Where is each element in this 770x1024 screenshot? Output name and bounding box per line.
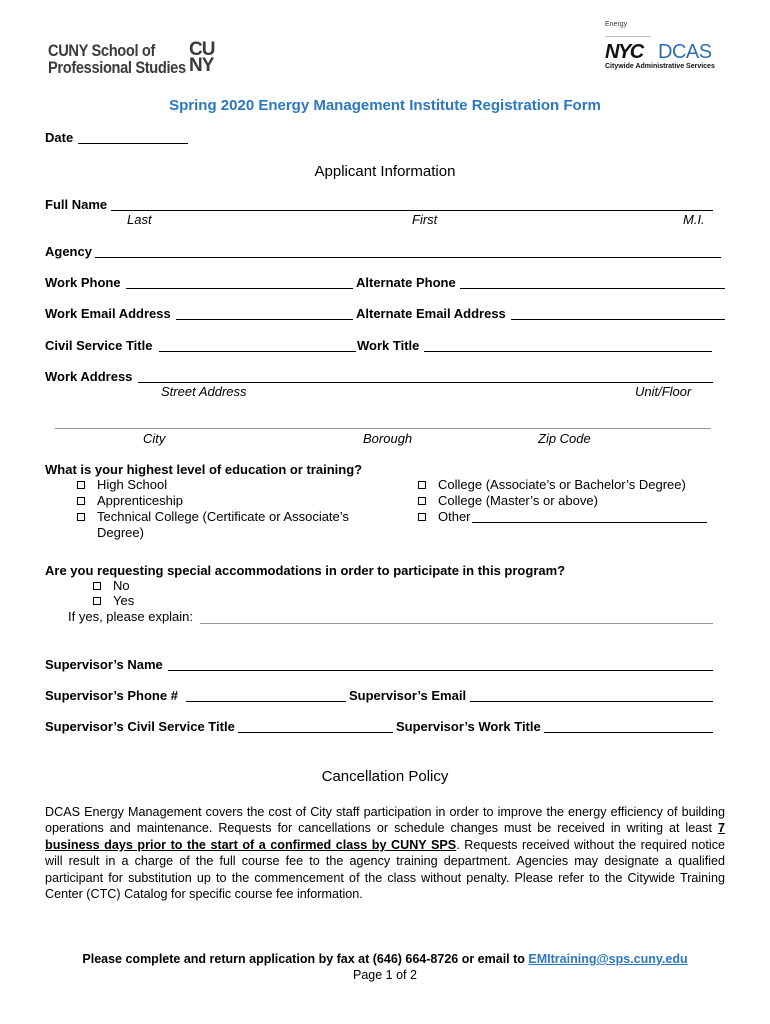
- supervisor-phone-label: Supervisor’s Phone #: [45, 688, 178, 703]
- footer-instruction-text: Please complete and return application by fax at (646) 664-8726 or email to: [82, 952, 525, 966]
- yes-label: Yes: [113, 593, 135, 608]
- supervisor-civil-service-title-label: Supervisor’s Civil Service Title: [45, 719, 235, 734]
- city-borough-zip-field[interactable]: [55, 428, 711, 429]
- explain-field[interactable]: [200, 623, 713, 624]
- dcas-logo: DCAS: [658, 41, 712, 63]
- college-associate-label: College (Associate’s or Bachelor’s Degree): [438, 477, 686, 492]
- explain-label: If yes, please explain:: [68, 609, 194, 624]
- alternate-email-field[interactable]: [511, 319, 725, 320]
- cancellation-text: [45, 804, 725, 902]
- agency-field[interactable]: [95, 257, 721, 258]
- work-address-label: Work Address: [45, 369, 133, 384]
- work-email-label: Work Email Address: [45, 306, 171, 321]
- work-title-label: Work Title: [357, 338, 420, 353]
- city-sublabel: City: [143, 431, 166, 446]
- street-address-sublabel: Street Address: [161, 384, 247, 399]
- work-phone-label: Work Phone: [45, 275, 121, 290]
- unit-floor-sublabel: Unit/Floor: [635, 384, 692, 399]
- apprenticeship-checkbox[interactable]: [77, 497, 85, 505]
- energy-divider: [605, 36, 651, 37]
- yes-checkbox[interactable]: [93, 597, 101, 605]
- technical-college-label-cont: Degree): [97, 525, 144, 540]
- alternate-phone-field[interactable]: [460, 288, 725, 289]
- education-question: What is your highest level of education or training?: [45, 462, 363, 477]
- college-masters-label: College (Master’s or above): [438, 493, 598, 508]
- cancellation-text-after: . Requests received without the required notice will result in a charge of the full course fee to the agency training department. Agencies may designate a qualified participant for substitution up to the commencement of the class without penalty. Please refer to the Citywide Training Center (CTC) Catalog for specific course fee information.: [45, 837, 725, 902]
- applicant-heading: Applicant Information: [314, 163, 456, 180]
- supervisor-email-label: Supervisor’s Email: [349, 688, 467, 703]
- civil-service-title-label: Civil Service Title: [45, 338, 153, 353]
- college-associate-checkbox[interactable]: [418, 481, 426, 489]
- work-title-field[interactable]: [424, 351, 712, 352]
- alternate-phone-label: Alternate Phone: [356, 275, 456, 290]
- work-email-field[interactable]: [176, 319, 353, 320]
- high-school-checkbox[interactable]: [77, 481, 85, 489]
- dcas-subtitle: Citywide Administrative Services: [605, 63, 715, 70]
- supervisor-work-title-label: Supervisor’s Work Title: [396, 719, 541, 734]
- college-masters-checkbox[interactable]: [418, 497, 426, 505]
- other-field[interactable]: [472, 522, 707, 523]
- technical-college-checkbox[interactable]: [77, 513, 85, 521]
- form-title: Spring 2020 Energy Management Institute Registration Form: [169, 97, 601, 114]
- cancellation-text-emphasis: 7 business days prior to the start of a confirmed class by CUNY SPS: [45, 821, 725, 852]
- date-field[interactable]: [78, 143, 188, 144]
- cuny-mark-line1: CU: [189, 39, 215, 60]
- agency-label: Agency: [45, 244, 92, 259]
- cancellation-heading: Cancellation Policy: [321, 768, 449, 785]
- supervisor-phone-field[interactable]: [186, 701, 346, 702]
- work-address-field[interactable]: [138, 382, 713, 383]
- full-name-label: Full Name: [45, 197, 108, 212]
- work-phone-field[interactable]: [126, 288, 353, 289]
- email-link[interactable]: EMItraining@sps.cuny.edu: [528, 952, 688, 966]
- alternate-email-label: Alternate Email Address: [356, 306, 506, 321]
- no-label: No: [113, 578, 130, 593]
- energy-tag: Energy: [605, 21, 628, 28]
- supervisor-name-label: Supervisor’s Name: [45, 657, 163, 672]
- borough-sublabel: Borough: [363, 431, 413, 446]
- mi-sublabel: M.I.: [683, 212, 705, 227]
- nyc-logo: NYC: [605, 41, 643, 63]
- civil-service-title-field[interactable]: [159, 351, 356, 352]
- cuny-sps-logo: [48, 42, 186, 76]
- supervisor-civil-service-title-field[interactable]: [238, 732, 393, 733]
- cancellation-text-before: DCAS Energy Management covers the cost of City staff participation in order to improve the energy efficiency of building operations and maintenance. Requests for cancellations or schedule changes must be received in writing at least: [45, 805, 725, 836]
- full-name-field[interactable]: [111, 210, 713, 211]
- cuny-sps-logo-line1: CUNY School of: [48, 41, 156, 60]
- supervisor-work-title-field[interactable]: [544, 732, 713, 733]
- footer-instruction: [0, 952, 770, 966]
- supervisor-name-field[interactable]: [168, 670, 713, 671]
- first-sublabel: First: [412, 212, 438, 227]
- high-school-label: High School: [97, 477, 168, 492]
- apprenticeship-label: Apprenticeship: [97, 493, 183, 508]
- accommodations-question: Are you requesting special accommodations in order to participate in this program?: [45, 563, 566, 578]
- other-checkbox[interactable]: [418, 513, 426, 521]
- no-checkbox[interactable]: [93, 582, 101, 590]
- supervisor-email-field[interactable]: [470, 701, 713, 702]
- technical-college-label: Technical College (Certificate or Associate’s: [97, 509, 349, 524]
- cuny-sps-logo-line2: Professional Studies: [48, 58, 186, 77]
- page-number: Page 1 of 2: [353, 968, 417, 982]
- date-label: Date: [45, 130, 74, 145]
- zip-sublabel: Zip Code: [538, 431, 591, 446]
- cuny-mark-line2: NY: [189, 55, 214, 76]
- other-label: Other: [438, 509, 471, 524]
- cuny-logo-mark: [189, 39, 215, 76]
- last-sublabel: Last: [127, 212, 152, 227]
